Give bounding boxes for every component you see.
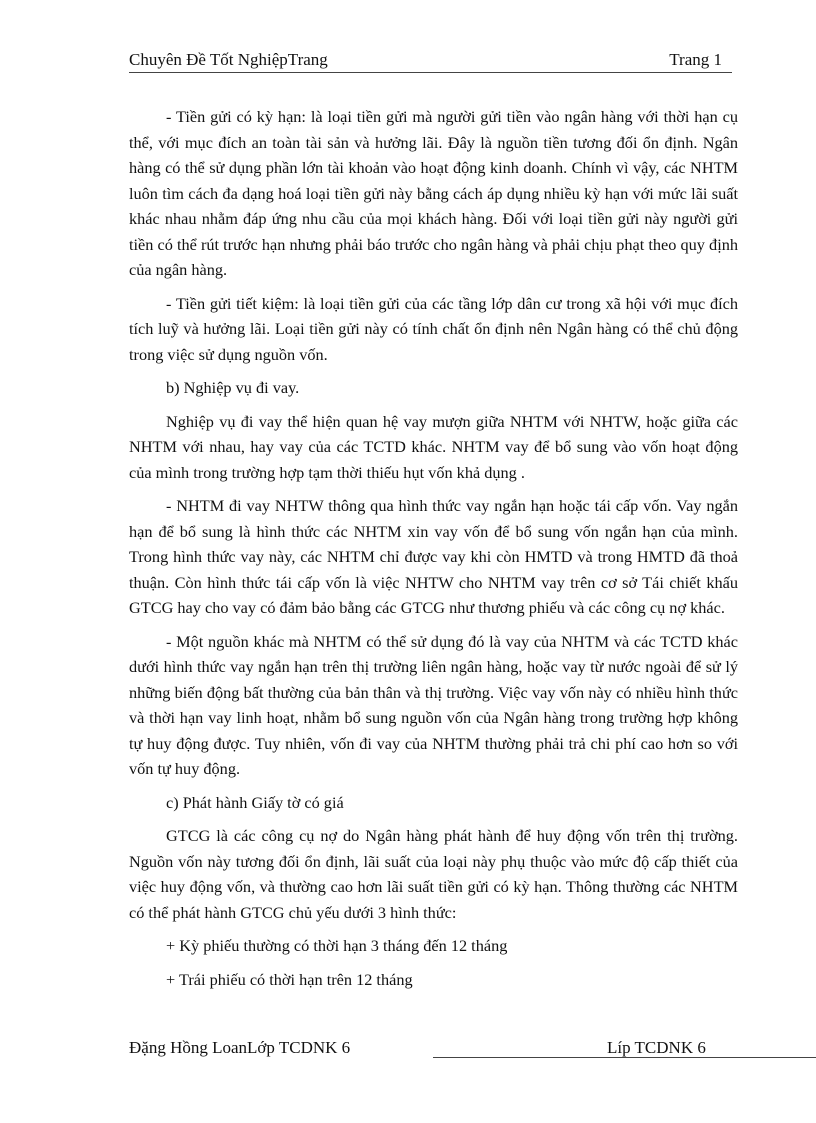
section-heading-valuable-papers: c) Phát hành Giấy tờ có giá [166, 792, 344, 812]
page-footer [129, 1037, 816, 1061]
paragraph-valuable-papers: GTCG là các công cụ nợ do Ngân hàng phát hành để huy động vốn trên thị trường. Nguồn vốn này tương đối ổn định, lãi suất của loại này phụ thuộc vào mức độ cấp thiết của việc huy động vốn, và thường cao hơn lãi suất tiền gửi có kỳ hạn. Thông thường các NHTM có thể phát hành GTCG chủ yếu dưới 3 hình thức: [129, 826, 738, 922]
section-heading-borrowing: b) Nghiệp vụ đi vay. [166, 378, 300, 397]
footer-author: Đặng Hồng LoanLớp TCDNK 6 [129, 1038, 351, 1057]
footer-class: Líp TCDNK 6 [607, 1038, 706, 1057]
paragraph-term-deposit: - Tiền gửi có kỳ hạn: là loại tiền gửi mà người gửi tiền vào ngân hàng với thời hạn cụ thể, với mục đích an toàn tài sản và hưởng lãi. Đây là nguồn tiền tương đối ổn định. Ngân hàng có thể sử dụng phần lớn tài khoản vào hoạt động kinh doanh. Chính vì vậy, các NHTM luôn tìm cách đa dạng hoá loại tiền gửi này bằng cách áp dụng nhiều kỳ hạn với mức lãi suất khác nhau nhằm đáp ứng nhu cầu của mọi khách hàng. Đối với loại tiền gửi này người gửi tiền có thể rút trước hạn nhưng phải báo trước cho ngân hàng và phải chịu phạt theo quy định của ngân hàng. [129, 107, 738, 279]
paragraph-borrowing-central-bank: - NHTM đi vay NHTW thông qua hình thức vay ngắn hạn hoặc tái cấp vốn. Vay ngắn hạn để bổ sung là hình thức các NHTM xin vay vốn để bổ sung vốn ngắn hạn của mình. Trong hình thức vay này, các NHTM chỉ được vay khi còn HMTD và trong HMTD đã thoả thuận. Còn hình thức tái cấp vốn là việc NHTW cho NHTM vay trên cơ sở Tái chiết khấu GTCG hay cho vay có đảm bảo bằng các GTCG như thương phiếu và các công cụ nợ khác. [129, 496, 738, 617]
document-body [129, 104, 738, 1000]
list-item-bond: + Trái phiếu có thời hạn trên 12 tháng [166, 969, 413, 989]
page-header [129, 48, 732, 73]
paragraph-borrowing-intro: Nghiệp vụ đi vay thể hiện quan hệ vay mượn giữa NHTM với NHTW, hoặc giữa các NHTM với nhau, hay vay của các TCTD khác. NHTM vay để bổ sung vào vốn hoạt động của mình trong trường hợp tạm thời thiếu hụt vốn khả dụng . [129, 411, 738, 482]
paragraph-borrowing-interbank: - Một nguồn khác mà NHTM có thể sử dụng đó là vay của NHTM và các TCTD khác dưới hình thức vay ngắn hạn trên thị trường liên ngân hàng, hoặc vay từ nước ngoài để sử lý những biến động bất thường của bản thân và thị trường. Việc vay vốn này có nhiều hình thức và thời hạn vay linh hoạt, nhằm bổ sung nguồn vốn của Ngân hàng trong trường hợp không tự huy động được. Tuy nhiên, vốn đi vay của NHTM thường phải trả chi phí cao hơn so với vốn tự huy động. [129, 631, 738, 778]
header-page-number: Trang 1 [669, 50, 722, 69]
list-item-promissory-note: + Kỳ phiếu thường có thời hạn 3 tháng đến 12 tháng [166, 936, 508, 955]
header-title: Chuyên Đề Tốt NghiệpTrang [129, 50, 328, 69]
paragraph-savings-deposit: - Tiền gửi tiết kiệm: là loại tiền gửi của các tầng lớp dân cư trong xã hội với mục đích tích luỹ và hưởng lãi. Loại tiền gửi này có tính chất ổn định nên Ngân hàng có thể chủ động trong việc sử dụng nguồn vốn. [129, 293, 738, 364]
